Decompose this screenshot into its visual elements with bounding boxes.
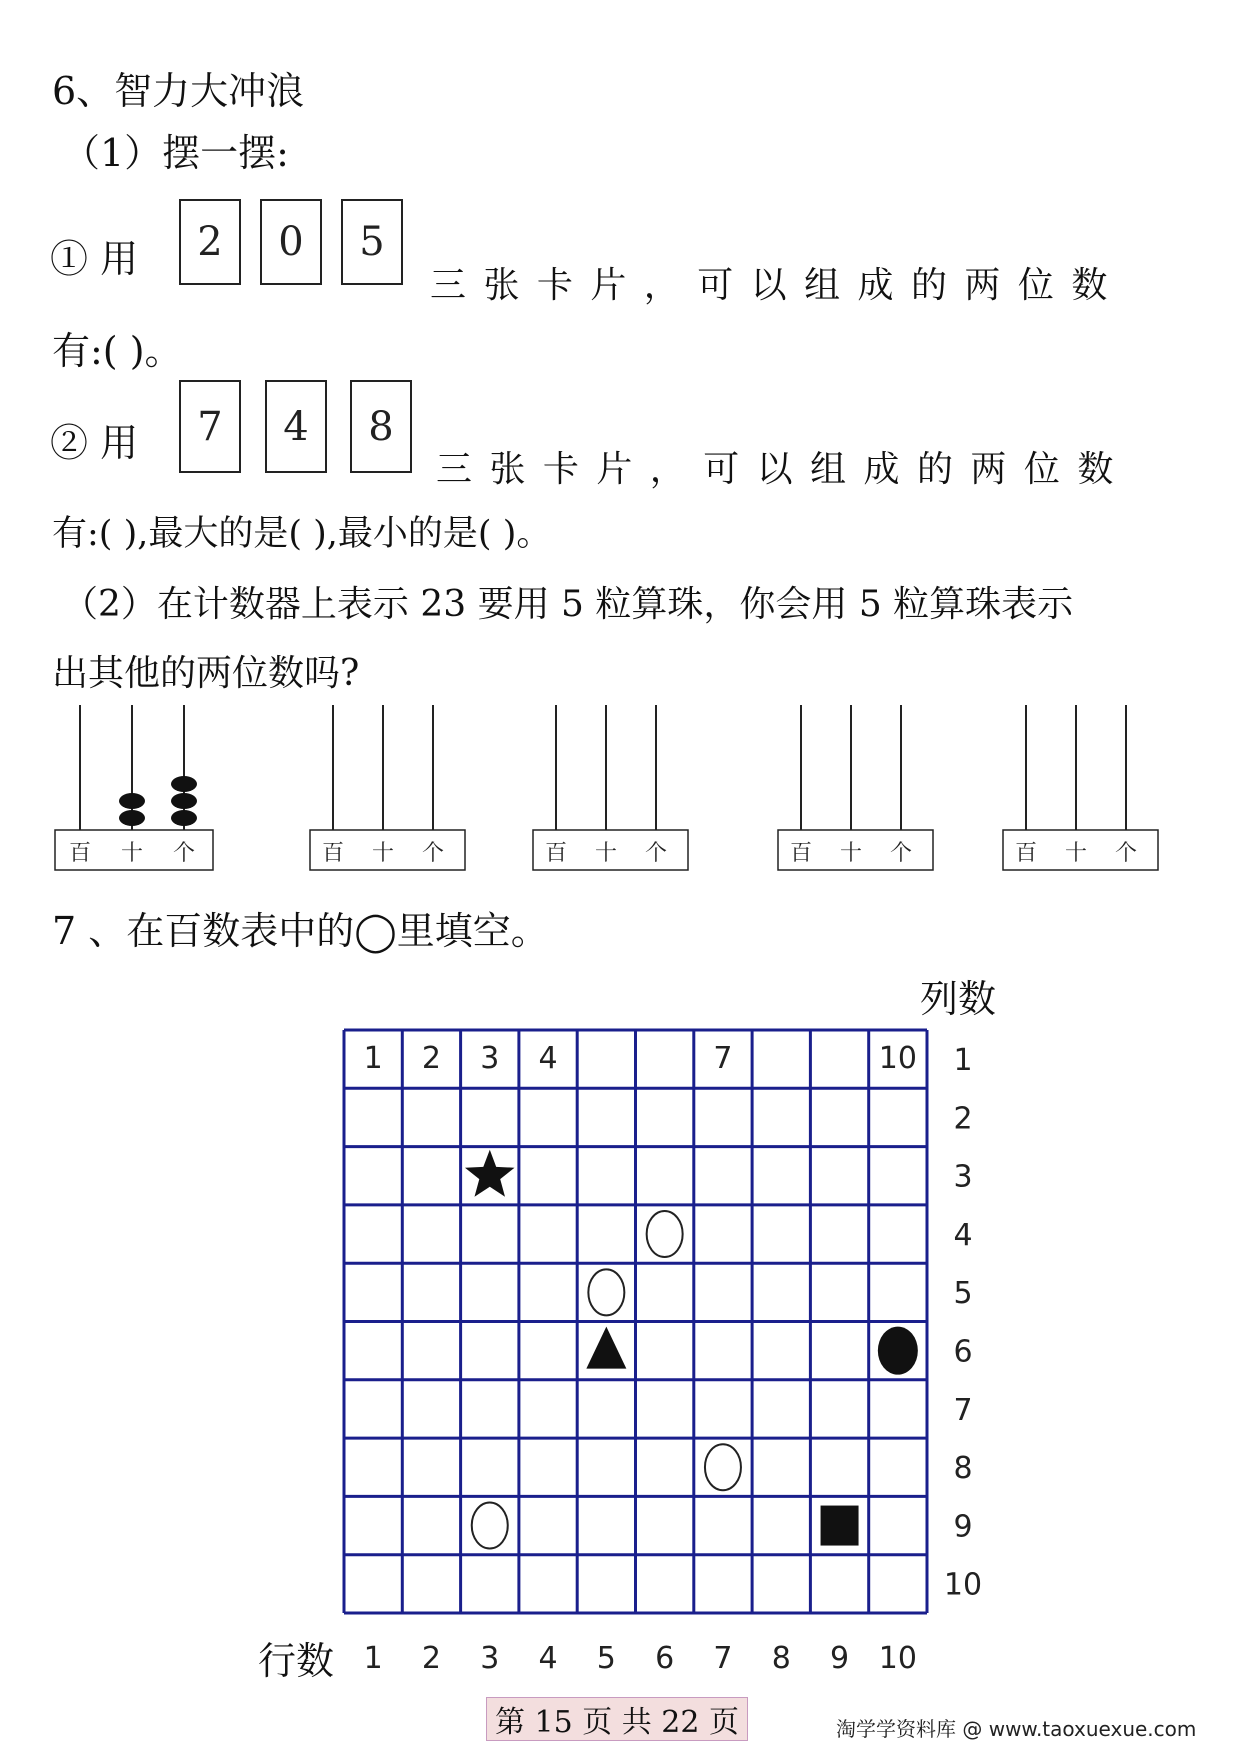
row-axis-label: 行数 xyxy=(258,1639,335,1683)
chart-cell-number: 4 xyxy=(538,1041,558,1076)
q2-marker: ② 用 xyxy=(50,421,139,465)
column-number: 7 xyxy=(713,1641,733,1676)
abacus-bead xyxy=(119,810,145,826)
row-number: 2 xyxy=(953,1101,973,1137)
row-number: 3 xyxy=(953,1159,973,1195)
column-number: 9 xyxy=(830,1641,850,1676)
empty-circle-blank xyxy=(647,1211,683,1257)
column-number: 8 xyxy=(771,1641,791,1676)
abacus-row xyxy=(0,700,1241,880)
row-number: 9 xyxy=(953,1509,973,1545)
row-number: 10 xyxy=(943,1567,983,1603)
empty-circle-blank xyxy=(472,1503,508,1549)
row-number: 6 xyxy=(953,1334,973,1370)
column-number: 2 xyxy=(421,1641,441,1676)
row-number: 4 xyxy=(953,1217,973,1253)
abacus-place-label: 十 xyxy=(371,841,395,866)
abacus-place-label: 百 xyxy=(68,841,92,866)
card-2: 0 xyxy=(260,199,322,285)
row-number: 7 xyxy=(953,1392,973,1428)
q2-text: 三 张 卡 片 ， 可 以 组 成 的 两 位 数 xyxy=(436,449,1117,490)
abacus-place-label: 个 xyxy=(644,841,668,866)
chart-cell-number: 7 xyxy=(713,1041,733,1076)
page-number: 第 15 页 共 22 页 xyxy=(486,1697,748,1741)
abacus-place-label: 百 xyxy=(544,841,568,866)
column-number: 3 xyxy=(480,1641,500,1676)
part-2-line-1: （2）在计数器上表示 23 要用 5 粒算珠，你会用 5 粒算珠表示 xyxy=(62,584,1074,625)
abacus-place-label: 十 xyxy=(839,841,863,866)
chart-cell-number: 2 xyxy=(421,1041,441,1076)
column-number: 6 xyxy=(655,1641,675,1676)
q1-answer-line: 有:( )。 xyxy=(52,329,183,373)
star-symbol xyxy=(465,1150,515,1197)
q1-marker: ① 用 xyxy=(50,237,139,281)
abacus-place-label: 个 xyxy=(889,841,913,866)
column-number: 10 xyxy=(878,1641,917,1676)
column-number: 4 xyxy=(538,1641,558,1676)
card-6: 8 xyxy=(350,380,412,473)
card-3: 5 xyxy=(341,199,403,285)
filled-circle-symbol xyxy=(878,1327,918,1375)
abacus-place-label: 个 xyxy=(421,841,445,866)
abacus-place-label: 个 xyxy=(1114,841,1138,866)
section-7-title: 7 、在百数表中的◯里填空。 xyxy=(52,909,549,953)
card-4: 7 xyxy=(179,380,241,473)
abacus-bead xyxy=(171,776,197,792)
row-number: 8 xyxy=(953,1451,973,1487)
abacus-bead xyxy=(171,793,197,809)
row-number: 1 xyxy=(953,1043,973,1078)
card-5: 4 xyxy=(265,380,327,473)
column-number: 1 xyxy=(363,1641,383,1676)
abacus-bead xyxy=(119,793,145,809)
empty-circle-blank xyxy=(705,1444,741,1490)
column-axis-label: 列数 xyxy=(920,977,997,1021)
abacus-place-label: 百 xyxy=(1014,841,1038,866)
abacus-place-label: 十 xyxy=(120,841,144,866)
column-number: 5 xyxy=(596,1641,616,1676)
abacus-place-label: 百 xyxy=(321,841,345,866)
abacus-place-label: 百 xyxy=(789,841,813,866)
square-symbol xyxy=(821,1506,859,1546)
part-1-label: （1）摆一摆: xyxy=(62,131,289,175)
part-2-line-2: 出其他的两位数吗? xyxy=(52,653,360,694)
card-1: 2 xyxy=(179,199,241,285)
q2-answer-line: 有:( ),最大的是( ),最小的是( )。 xyxy=(52,514,552,554)
abacus-place-label: 十 xyxy=(594,841,618,866)
abacus-place-label: 十 xyxy=(1064,841,1088,866)
chart-cell-number: 3 xyxy=(480,1041,500,1076)
abacus-bead xyxy=(171,810,197,826)
triangle-symbol xyxy=(586,1327,626,1369)
hundred-chart xyxy=(0,1000,1241,1680)
chart-cell-number: 1 xyxy=(363,1041,383,1076)
q1-text: 三 张 卡 片 ， 可 以 组 成 的 两 位 数 xyxy=(430,265,1111,306)
abacus-place-label: 个 xyxy=(172,841,196,866)
section-6-title: 6、智力大冲浪 xyxy=(52,69,305,113)
chart-cell-number: 10 xyxy=(878,1041,917,1076)
row-number: 5 xyxy=(953,1276,973,1312)
empty-circle-blank xyxy=(588,1269,624,1315)
watermark: 淘学学资料库 @ www.taoxuexue.com xyxy=(836,1717,1197,1741)
